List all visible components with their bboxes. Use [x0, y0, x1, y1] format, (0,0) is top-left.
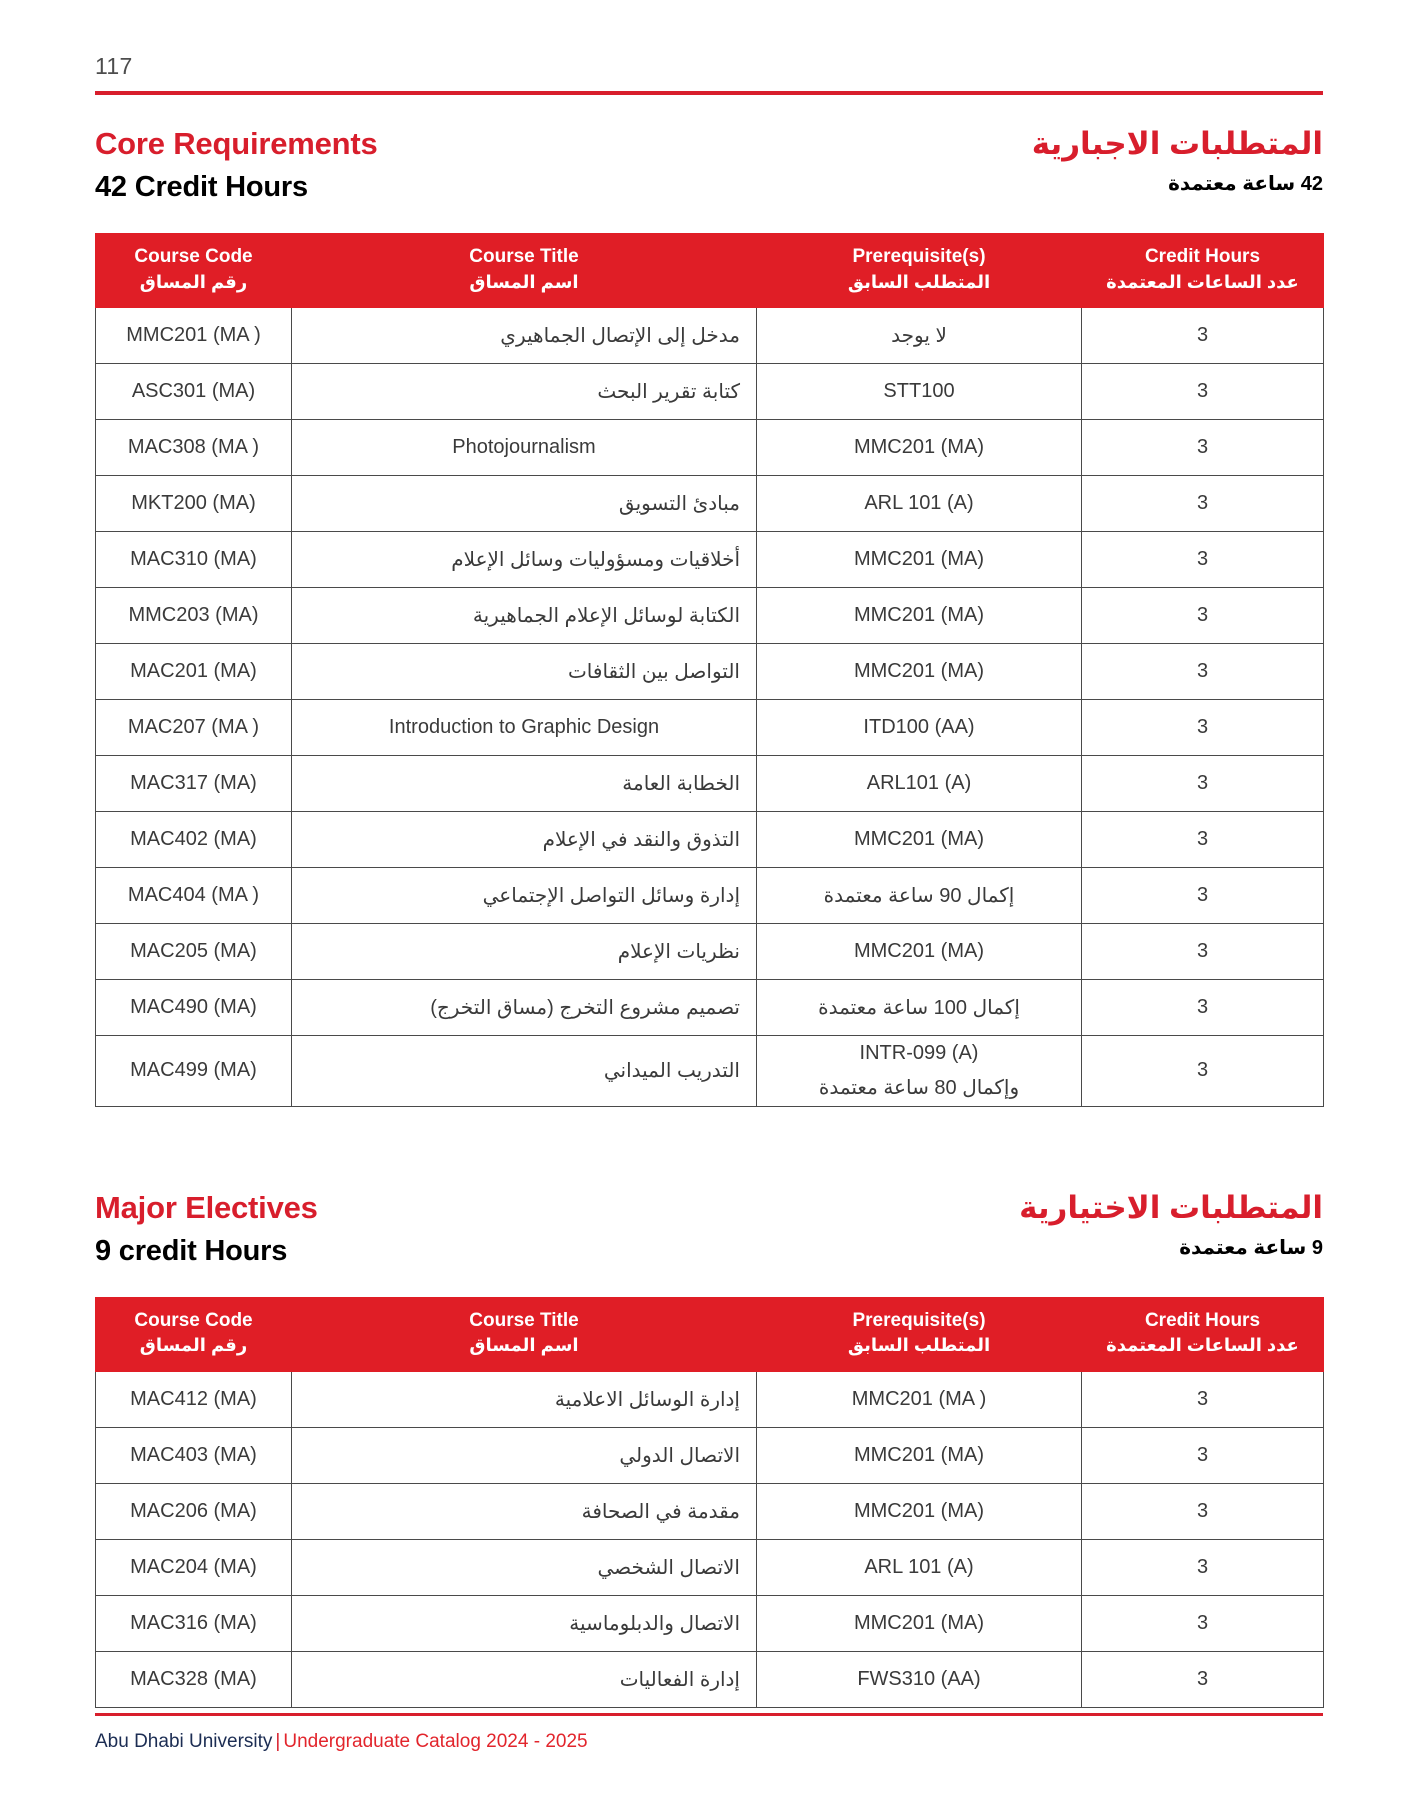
section-subtitle-ar: 42 ساعة معتمدة	[1168, 172, 1323, 195]
cell-credit-hours: 3	[1082, 699, 1324, 755]
table-header-row	[96, 233, 1324, 307]
cell-credit-hours: 3	[1082, 811, 1324, 867]
cell-credit-hours: 3	[1082, 475, 1324, 531]
table-row	[96, 643, 1324, 699]
th-prerequisites-ar: المتطلب السابق	[847, 271, 991, 292]
th-course-code-ar: رقم المساق	[139, 1335, 248, 1356]
section-heading-en	[95, 125, 378, 207]
th-credit-hours-ar: عدد الساعات المعتمدة	[1106, 1335, 1299, 1356]
header-rule	[95, 91, 1323, 95]
cell-course-code: MAC490 (MA)	[96, 979, 292, 1035]
cell-prerequisites	[757, 1371, 1082, 1427]
table-row	[96, 1595, 1324, 1651]
section-heading-ar	[1019, 1189, 1323, 1262]
cell-credit-hours: 3	[1082, 755, 1324, 811]
page-number: 117	[95, 53, 133, 79]
table-header-row	[96, 1297, 1324, 1371]
cell-course-title: نظريات الإعلام	[292, 923, 757, 979]
cell-credit-hours: 3	[1082, 979, 1324, 1035]
cell-prerequisites	[757, 699, 1082, 755]
prereq-value: MMC201 (MA)	[853, 939, 984, 962]
footer-text	[95, 1731, 1323, 1754]
cell-prerequisites	[757, 923, 1082, 979]
cell-course-title: إدارة الوسائل الاعلامية	[292, 1371, 757, 1427]
prereq-value: MMC201 (MA)	[853, 1499, 984, 1522]
cell-credit-hours: 3	[1082, 1651, 1324, 1707]
cell-credit-hours: 3	[1082, 643, 1324, 699]
section-heading-en	[95, 1189, 318, 1271]
section-title-en: Major Electives	[95, 1189, 318, 1225]
th-prerequisites	[757, 1297, 1082, 1371]
prereq-value: MMC201 (MA)	[853, 1443, 984, 1466]
cell-credit-hours: 3	[1082, 1483, 1324, 1539]
cell-course-code: MAC204 (MA)	[96, 1539, 292, 1595]
section-spacer	[95, 1107, 1323, 1159]
cell-course-title: مدخل إلى الإتصال الجماهيري	[292, 307, 757, 363]
cell-course-title: الاتصال والدبلوماسية	[292, 1595, 757, 1651]
th-prerequisites-ar: المتطلب السابق	[847, 1335, 991, 1356]
footer-university: Abu Dhabi University	[95, 1731, 273, 1753]
cell-course-title: مبادئ التسويق	[292, 475, 757, 531]
cell-prerequisites	[757, 307, 1082, 363]
th-course-title	[292, 1297, 757, 1371]
th-credit-hours-en: Credit Hours	[1144, 1309, 1261, 1331]
prereq-value: MMC201 (MA)	[853, 547, 984, 570]
prereq-line: INTR-099 (A)	[859, 1041, 979, 1064]
cell-course-title: تصميم مشروع التخرج (مساق التخرج)	[292, 979, 757, 1035]
cell-course-code: MAC403 (MA)	[96, 1427, 292, 1483]
prereq-value: إكمال 90 ساعة معتمدة	[823, 884, 1015, 907]
cell-prerequisites	[757, 1651, 1082, 1707]
prereq-value: MMC201 (MA )	[851, 1387, 987, 1410]
page-footer	[95, 1713, 1323, 1754]
course-table-2	[95, 1297, 1324, 1708]
footer-catalog: Undergraduate Catalog 2024 - 2025	[283, 1731, 588, 1753]
prereq-line: وإكمال 80 ساعة معتمدة	[818, 1076, 1020, 1099]
table-row	[96, 475, 1324, 531]
prereq-value: ARL 101 (A)	[864, 491, 974, 514]
cell-prerequisites	[757, 1595, 1082, 1651]
cell-prerequisites	[757, 531, 1082, 587]
cell-credit-hours: 3	[1082, 923, 1324, 979]
cell-prerequisites	[757, 979, 1082, 1035]
cell-course-title: أخلاقيات ومسؤوليات وسائل الإعلام	[292, 531, 757, 587]
cell-course-code: MKT200 (MA)	[96, 475, 292, 531]
th-course-title	[292, 233, 757, 307]
prereq-value: MMC201 (MA)	[853, 1611, 984, 1634]
sections-container	[95, 125, 1323, 1708]
th-course-title-ar: اسم المساق	[469, 271, 579, 292]
cell-course-title: الكتابة لوسائل الإعلام الجماهيرية	[292, 587, 757, 643]
cell-prerequisites	[757, 419, 1082, 475]
th-credit-hours-en: Credit Hours	[1144, 245, 1261, 267]
cell-course-code: MAC207 (MA )	[96, 699, 292, 755]
th-prerequisites-en: Prerequisite(s)	[852, 245, 986, 267]
cell-credit-hours: 3	[1082, 363, 1324, 419]
cell-prerequisites	[757, 811, 1082, 867]
cell-course-title: كتابة تقرير البحث	[292, 363, 757, 419]
cell-course-title: Photojournalism	[292, 419, 757, 475]
prereq-value: ITD100 (AA)	[863, 715, 975, 738]
prereq-value: MMC201 (MA)	[853, 827, 984, 850]
cell-course-code: MAC206 (MA)	[96, 1483, 292, 1539]
cell-prerequisites	[757, 587, 1082, 643]
table-row	[96, 587, 1324, 643]
table-row	[96, 363, 1324, 419]
cell-course-code: MAC328 (MA)	[96, 1651, 292, 1707]
cell-course-code: MAC205 (MA)	[96, 923, 292, 979]
th-course-code-en: Course Code	[134, 1309, 253, 1331]
th-credit-hours	[1082, 233, 1324, 307]
table-row	[96, 811, 1324, 867]
cell-prerequisites	[757, 363, 1082, 419]
cell-course-code: MAC310 (MA)	[96, 531, 292, 587]
cell-prerequisites	[757, 755, 1082, 811]
section-subtitle-en: 42 Credit Hours	[95, 170, 308, 203]
prereq-value: لا يوجد	[891, 324, 947, 347]
table-row	[96, 531, 1324, 587]
cell-prerequisites	[757, 867, 1082, 923]
table-row	[96, 307, 1324, 363]
cell-prerequisites	[757, 1483, 1082, 1539]
prereq-value: إكمال 100 ساعة معتمدة	[818, 996, 1020, 1019]
cell-course-title: إدارة الفعاليات	[292, 1651, 757, 1707]
cell-course-code: MMC201 (MA )	[96, 307, 292, 363]
cell-course-code: MAC201 (MA)	[96, 643, 292, 699]
section-title-ar: المتطلبات الاختيارية	[1019, 1189, 1323, 1225]
footer-rule	[95, 1713, 1323, 1716]
cell-course-code: MAC402 (MA)	[96, 811, 292, 867]
cell-course-title: التواصل بين الثقافات	[292, 643, 757, 699]
cell-prerequisites	[757, 1427, 1082, 1483]
section-heading-2	[95, 1189, 1323, 1271]
cell-prerequisites	[757, 1539, 1082, 1595]
th-prerequisites	[757, 233, 1082, 307]
th-course-code-ar: رقم المساق	[139, 271, 248, 292]
table-row	[96, 1371, 1324, 1427]
th-course-code	[96, 1297, 292, 1371]
course-table-1	[95, 233, 1324, 1107]
section-subtitle-ar: 9 ساعة معتمدة	[1179, 1236, 1323, 1259]
table-row	[96, 1539, 1324, 1595]
table-row	[96, 755, 1324, 811]
cell-course-title: الخطابة العامة	[292, 755, 757, 811]
cell-course-code: MAC316 (MA)	[96, 1595, 292, 1651]
cell-course-title: الاتصال الشخصي	[292, 1539, 757, 1595]
cell-course-title: إدارة وسائل التواصل الإجتماعي	[292, 867, 757, 923]
cell-course-title: الاتصال الدولي	[292, 1427, 757, 1483]
th-prerequisites-en: Prerequisite(s)	[852, 1309, 986, 1331]
cell-course-code: MAC404 (MA )	[96, 867, 292, 923]
table-row	[96, 699, 1324, 755]
th-credit-hours-ar: عدد الساعات المعتمدة	[1106, 271, 1299, 292]
cell-course-code: MAC412 (MA)	[96, 1371, 292, 1427]
cell-course-code: MAC317 (MA)	[96, 755, 292, 811]
cell-course-code: MMC203 (MA)	[96, 587, 292, 643]
cell-credit-hours: 3	[1082, 419, 1324, 475]
table-row	[96, 923, 1324, 979]
cell-prerequisites	[757, 475, 1082, 531]
cell-prerequisites	[757, 1035, 1082, 1106]
cell-credit-hours: 3	[1082, 1539, 1324, 1595]
prereq-value: ARL 101 (A)	[864, 1555, 974, 1578]
table-row	[96, 979, 1324, 1035]
cell-course-title: التدريب الميداني	[292, 1035, 757, 1106]
prereq-value: MMC201 (MA)	[853, 659, 984, 682]
table-row	[96, 419, 1324, 475]
table-row	[96, 1427, 1324, 1483]
section-title-ar: المتطلبات الاجبارية	[1031, 126, 1323, 161]
table-row	[96, 1651, 1324, 1707]
table-row	[96, 867, 1324, 923]
section-heading-1	[95, 125, 1323, 207]
table-row	[96, 1035, 1324, 1106]
cell-course-title: التذوق والنقد في الإعلام	[292, 811, 757, 867]
cell-credit-hours: 3	[1082, 531, 1324, 587]
cell-credit-hours: 3	[1082, 307, 1324, 363]
th-credit-hours	[1082, 1297, 1324, 1371]
prereq-value: STT100	[883, 379, 955, 402]
section-title-en: Core Requirements	[95, 126, 378, 161]
prereq-value: FWS310 (AA)	[857, 1667, 981, 1690]
prereq-value: ARL101 (A)	[866, 771, 972, 794]
cell-course-code: MAC499 (MA)	[96, 1035, 292, 1106]
cell-credit-hours: 3	[1082, 1371, 1324, 1427]
cell-prerequisites	[757, 643, 1082, 699]
th-course-title-en: Course Title	[469, 245, 579, 267]
prereq-value: MMC201 (MA)	[853, 603, 984, 626]
th-course-title-ar: اسم المساق	[469, 1335, 579, 1356]
footer-separator: |	[275, 1731, 281, 1753]
section-subtitle-en: 9 credit Hours	[95, 1234, 288, 1267]
cell-credit-hours: 3	[1082, 587, 1324, 643]
cell-credit-hours: 3	[1082, 867, 1324, 923]
cell-credit-hours: 3	[1082, 1427, 1324, 1483]
cell-course-code: ASC301 (MA)	[96, 363, 292, 419]
table-row	[96, 1483, 1324, 1539]
cell-course-title: Introduction to Graphic Design	[292, 699, 757, 755]
th-course-code-en: Course Code	[134, 245, 253, 267]
th-course-code	[96, 233, 292, 307]
cell-credit-hours: 3	[1082, 1595, 1324, 1651]
cell-credit-hours: 3	[1082, 1035, 1324, 1106]
cell-course-code: MAC308 (MA )	[96, 419, 292, 475]
prereq-value: MMC201 (MA)	[853, 435, 984, 458]
cell-course-title: مقدمة في الصحافة	[292, 1483, 757, 1539]
section-heading-ar	[1032, 125, 1323, 198]
th-course-title-en: Course Title	[469, 1309, 579, 1331]
